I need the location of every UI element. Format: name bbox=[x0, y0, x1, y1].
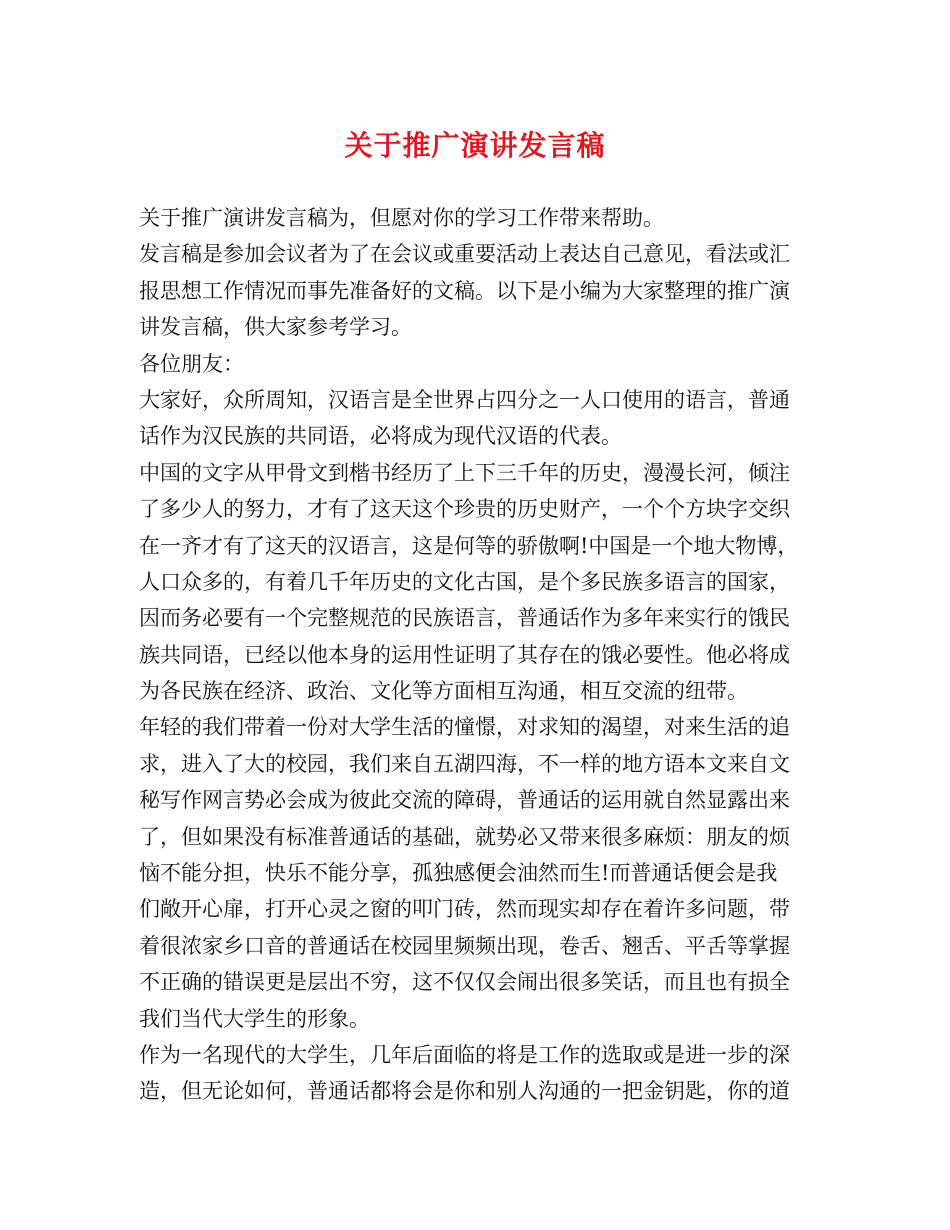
text-line: 造，但无论如何，普通话都将会是你和别人沟通的一把金钥匙，你的道 bbox=[139, 1079, 790, 1104]
text-line: 话作为汉民族的共同语，必将成为现代汉语的代表。 bbox=[139, 424, 622, 449]
text-line: 大家好，众所周知，汉语言是全世界占四分之一人口使用的语言，普通 bbox=[139, 387, 790, 412]
text-line: 恼不能分担，快乐不能分享，孤独感便会油然而生!而普通话便会是我 bbox=[139, 861, 778, 886]
text-line: 求，进入了大的校园，我们来自五湖四海，不一样的地方语本文来自文 bbox=[139, 751, 790, 776]
text-line: 发言稿是参加会议者为了在会议或重要活动上表达自己意见，看法或汇 bbox=[139, 242, 790, 267]
text-line: 作为一名现代的大学生，几年后面临的将是工作的选取或是进一步的深 bbox=[139, 1042, 790, 1067]
text-line: 我们当代大学生的形象。 bbox=[139, 1006, 370, 1031]
text-line: 着很浓家乡口音的普通话在校园里频频出现，卷舌、翘舌、平舌等掌握 bbox=[139, 933, 790, 958]
text-line: 报思想工作情况而事先准备好的文稿。以下是小编为大家整理的推广演 bbox=[139, 278, 790, 303]
text-line: 秘写作网言势必会成为彼此交流的障碍，普通话的运用就自然显露出来 bbox=[139, 788, 790, 813]
text-line: 为各民族在经济、政治、文化等方面相互沟通，相互交流的纽带。 bbox=[139, 679, 748, 704]
text-line: 人口众多的，有着几千年历史的文化古国，是个多民族多语言的国家， bbox=[139, 569, 790, 594]
text-line: 在一齐才有了这天的汉语言，这是何等的骄傲啊!中国是一个地大物博， bbox=[139, 533, 799, 558]
text-line: 了，但如果没有标准普通话的基础，就势必又带来很多麻烦：朋友的烦 bbox=[139, 824, 790, 849]
text-line: 讲发言稿，供大家参考学习。 bbox=[139, 315, 412, 340]
text-line: 族共同语，已经以他本身的运用性证明了其存在的饿必要性。他必将成 bbox=[139, 642, 790, 667]
text-line: 因而务必要有一个完整规范的民族语言，普通话作为多年来实行的饿民 bbox=[139, 606, 790, 631]
text-line: 们敞开心扉，打开心灵之窗的叩门砖，然而现实却存在着许多问题，带 bbox=[139, 897, 790, 922]
text-line: 了多少人的努力，才有了这天这个珍贵的历史财产，一个个方块字交织 bbox=[139, 497, 790, 522]
text-line: 中国的文字从甲骨文到楷书经历了上下三千年的历史，漫漫长河，倾注 bbox=[139, 460, 790, 485]
text-line: 关于推广演讲发言稿为，但愿对你的学习工作带来帮助。 bbox=[139, 206, 664, 230]
text-line: 各位朋友： bbox=[139, 351, 244, 376]
text-line: 年轻的我们带着一份对大学生活的憧憬，对求知的渴望，对来生活的追 bbox=[139, 715, 790, 740]
document-body bbox=[139, 200, 829, 1110]
document-title: 关于推广演讲发言稿 bbox=[344, 129, 606, 162]
text-line: 不正确的错误更是层出不穷，这不仅仅会闹出很多笑话，而且也有损全 bbox=[139, 970, 790, 995]
